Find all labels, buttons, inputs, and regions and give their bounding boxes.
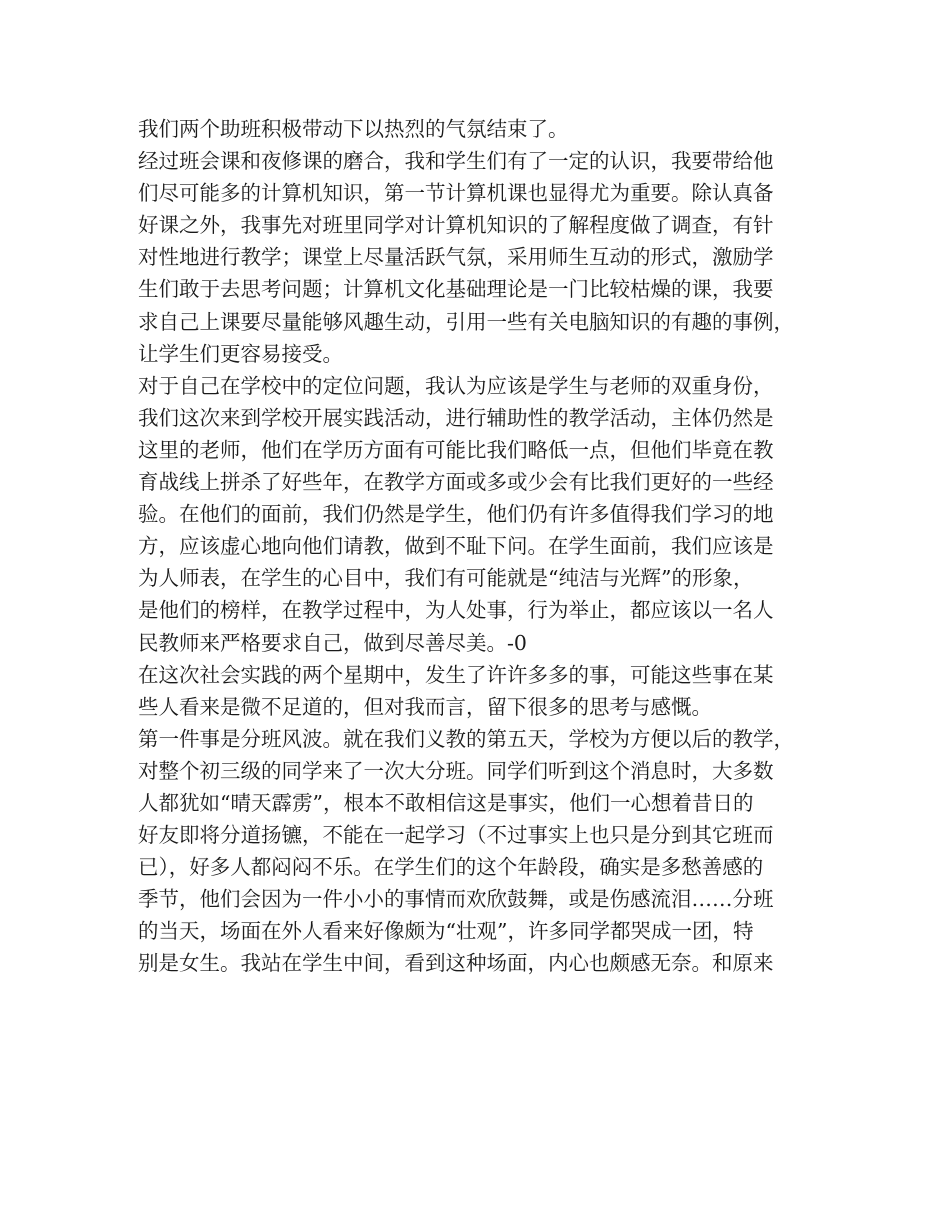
- text-line: 好课之外，我事先对班里同学对计算机知识的了解程度做了调查，有针: [138, 213, 774, 238]
- text-line: 些人看来是微不足道的，但对我而言，留下很多的思考与感慨。: [138, 694, 712, 719]
- text-line: 民教师来严格要求自己，做到尽善尽美。-0: [138, 630, 527, 655]
- text-line: 求自己上课要尽量能够风趣生动，引用一些有关电脑知识的有趣的事例，: [138, 309, 794, 334]
- text-line: 们尽可能多的计算机知识，第一节计算机课也显得尤为重要。除认真备: [138, 181, 774, 206]
- body-text: [138, 113, 828, 980]
- text-line: 经过班会课和夜修课的磨合，我和学生们有了一定的认识，我要带给他: [138, 149, 774, 174]
- text-line: 第一件事是分班风波。就在我们义教的第五天，学校为方便以后的教学，: [138, 726, 794, 751]
- text-line: 是他们的榜样，在教学过程中，为人处事，行为举止，都应该以一名人: [138, 598, 774, 623]
- text-line: 我们两个助班积极带动下以热烈的气氛结束了。: [138, 117, 569, 141]
- text-line: 好友即将分道扬镳，不能在一起学习（不过事实上也只是分到其它班而: [138, 823, 774, 848]
- text-line: 对于自己在学校中的定位问题，我认为应该是学生与老师的双重身份，: [138, 373, 774, 398]
- text-line: 这里的老师，他们在学历方面有可能比我们略低一点，但他们毕竟在教: [138, 437, 774, 462]
- text-line: 验。在他们的面前，我们仍然是学生，他们仍有许多值得我们学习的地: [138, 502, 774, 527]
- text-line: 为人师表，在学生的心目中，我们有可能就是“纯洁与光辉”的形象，: [138, 566, 754, 591]
- text-line: 对性地进行教学；课堂上尽量活跃气氛，采用师生互动的形式，激励学: [138, 245, 774, 270]
- text-line: 方，应该虚心地向他们请教，做到不耻下问。在学生面前，我们应该是: [138, 534, 774, 559]
- text-line: 我们这次来到学校开展实践活动，进行辅助性的教学活动，主体仍然是: [138, 405, 774, 430]
- text-line: 对整个初三级的同学来了一次大分班。同学们听到这个消息时，大多数: [138, 758, 774, 783]
- text-line: 已），好多人都闷闷不乐。在学生们的这个年龄段，确实是多愁善感的: [138, 855, 764, 880]
- text-line: 育战线上拼杀了好些年，在教学方面或多或少会有比我们更好的一些经: [138, 470, 774, 495]
- text-line: 的当天，场面在外人看来好像颇为“壮观”，许多同学都哭成一团，特: [138, 919, 754, 944]
- text-line: 人都犹如“晴天霹雳”，根本不敢相信这是事实，他们一心想着昔日的: [138, 790, 754, 815]
- text-line: 季节，他们会因为一件小小的事情而欢欣鼓舞，或是伤感流泪……分班: [138, 887, 774, 912]
- text-line: 生们敢于去思考问题；计算机文化基础理论是一门比较枯燥的课，我要: [138, 277, 774, 302]
- text-line: 让学生们更容易接受。: [138, 341, 343, 366]
- text-line: 在这次社会实践的两个星期中，发生了许许多多的事，可能这些事在某: [138, 662, 774, 687]
- text-line: 别是女生。我站在学生中间，看到这种场面，内心也颇感无奈。和原来: [138, 951, 774, 976]
